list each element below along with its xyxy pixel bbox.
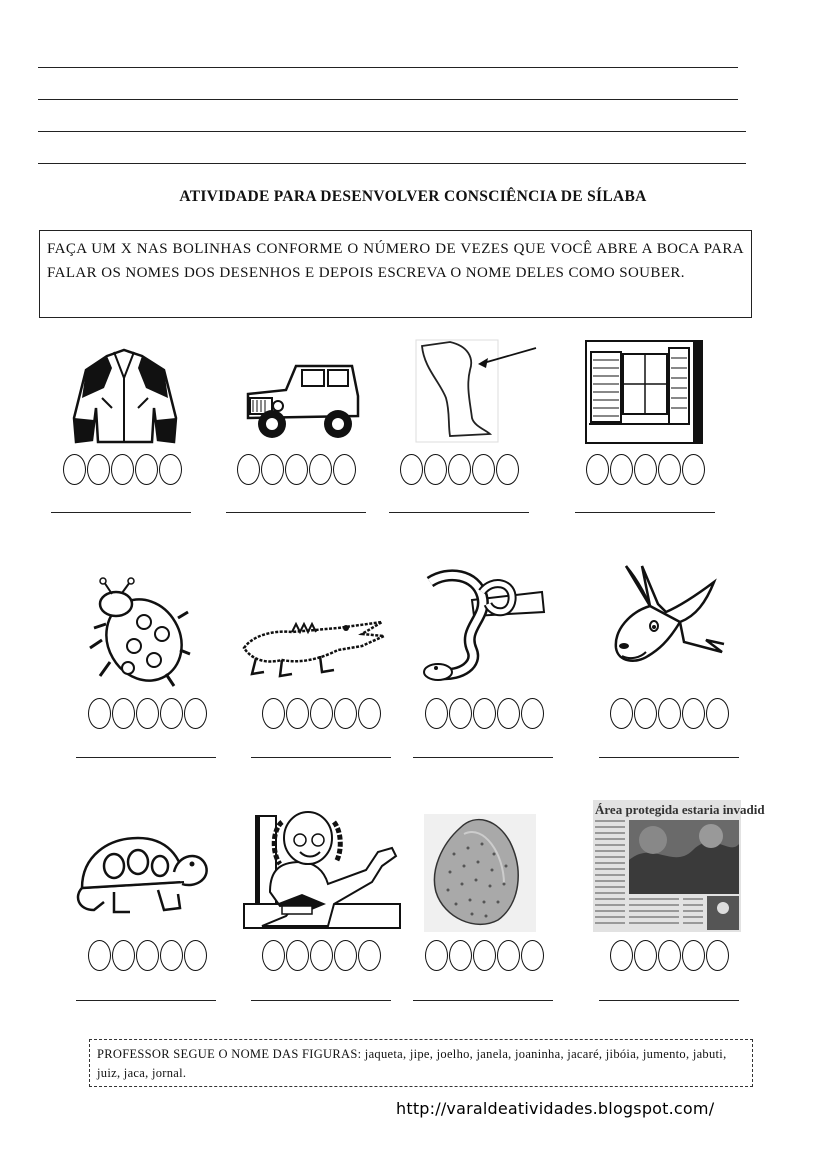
syllable-circle[interactable]: [610, 454, 633, 485]
syllable-circle[interactable]: [136, 940, 159, 971]
syllable-circle[interactable]: [682, 940, 705, 971]
syllable-circle[interactable]: [262, 940, 285, 971]
answer-line[interactable]: [599, 1000, 739, 1001]
syllable-circle[interactable]: [184, 698, 207, 729]
syllable-circle[interactable]: [237, 454, 260, 485]
syllable-circle[interactable]: [472, 454, 495, 485]
syllable-circle[interactable]: [400, 454, 423, 485]
syllable-circle[interactable]: [425, 940, 448, 971]
syllable-circle[interactable]: [658, 454, 681, 485]
answer-line[interactable]: [251, 1000, 391, 1001]
syllable-circle[interactable]: [586, 454, 609, 485]
syllable-circles-janela[interactable]: [586, 454, 706, 485]
syllable-circle[interactable]: [286, 698, 309, 729]
syllable-circle[interactable]: [658, 940, 681, 971]
syllable-circle[interactable]: [424, 454, 447, 485]
syllable-circle[interactable]: [285, 454, 308, 485]
alligator-icon: [242, 608, 388, 680]
syllable-circle[interactable]: [497, 698, 520, 729]
syllable-circle[interactable]: [610, 698, 633, 729]
syllable-circle[interactable]: [521, 698, 544, 729]
syllable-circles-joelho[interactable]: [400, 454, 520, 485]
answer-line[interactable]: [76, 1000, 216, 1001]
syllable-circle[interactable]: [449, 940, 472, 971]
syllable-circles-jacare[interactable]: [262, 698, 382, 729]
syllable-circles-jaqueta[interactable]: [63, 454, 183, 485]
jacket-icon: [72, 348, 178, 444]
syllable-circle[interactable]: [184, 940, 207, 971]
syllable-circle[interactable]: [706, 698, 729, 729]
syllable-circle[interactable]: [286, 940, 309, 971]
answer-line[interactable]: [599, 757, 739, 758]
answer-line[interactable]: [389, 512, 529, 513]
syllable-circles-jipe[interactable]: [237, 454, 357, 485]
syllable-circles-jaca[interactable]: [425, 940, 545, 971]
syllable-circle[interactable]: [261, 454, 284, 485]
donkey-icon: [606, 560, 730, 672]
answer-line[interactable]: [51, 512, 191, 513]
syllable-circle[interactable]: [63, 454, 86, 485]
syllable-circle[interactable]: [358, 698, 381, 729]
syllable-circles-jabuti[interactable]: [88, 940, 208, 971]
writing-line[interactable]: [38, 163, 746, 164]
answer-line[interactable]: [575, 512, 715, 513]
syllable-circle[interactable]: [658, 698, 681, 729]
syllable-circle[interactable]: [160, 940, 183, 971]
syllable-circle[interactable]: [682, 454, 705, 485]
jeep-icon: [242, 360, 364, 442]
syllable-circle[interactable]: [135, 454, 158, 485]
page-title: ATIVIDADE PARA DESENVOLVER CONSCIÊNCIA DE SÍLABA: [179, 188, 647, 205]
syllable-circle[interactable]: [634, 698, 657, 729]
answer-line[interactable]: [226, 512, 366, 513]
writing-line[interactable]: [38, 131, 746, 132]
instructions-box: FAÇA UM X NAS BOLINHAS CONFORME O NÚMERO DE VEZES QUE VOCÊ ABRE A BOCA PARA FALAR OS NOMES DOS DESENHOS E DEPOIS ESCREVA O NOME DELES COMO SOUBER.: [39, 230, 752, 318]
answer-line[interactable]: [413, 757, 553, 758]
syllable-circle[interactable]: [497, 940, 520, 971]
syllable-circle[interactable]: [88, 940, 111, 971]
syllable-circle[interactable]: [159, 454, 182, 485]
window-icon: [583, 338, 705, 446]
syllable-circle[interactable]: [88, 698, 111, 729]
syllable-circle[interactable]: [358, 940, 381, 971]
syllable-circle[interactable]: [706, 940, 729, 971]
answer-line[interactable]: [76, 757, 216, 758]
newspaper-headline: Área protegida estaria invadid: [595, 802, 765, 817]
snake-icon: [422, 568, 546, 686]
syllable-circle[interactable]: [496, 454, 519, 485]
syllable-circle[interactable]: [610, 940, 633, 971]
syllable-circle[interactable]: [473, 698, 496, 729]
syllable-circles-jumento[interactable]: [610, 698, 730, 729]
writing-line[interactable]: [38, 99, 738, 100]
syllable-circle[interactable]: [425, 698, 448, 729]
jackfruit-icon: [424, 814, 536, 932]
syllable-circle[interactable]: [521, 940, 544, 971]
syllable-circle[interactable]: [310, 698, 333, 729]
syllable-circles-juiz[interactable]: [262, 940, 382, 971]
syllable-circle[interactable]: [448, 454, 471, 485]
syllable-circle[interactable]: [473, 940, 496, 971]
syllable-circle[interactable]: [111, 454, 134, 485]
knee-icon: [410, 338, 542, 444]
syllable-circle[interactable]: [87, 454, 110, 485]
syllable-circle[interactable]: [333, 454, 356, 485]
answer-line[interactable]: [251, 757, 391, 758]
syllable-circle[interactable]: [310, 940, 333, 971]
syllable-circle[interactable]: [449, 698, 472, 729]
syllable-circle[interactable]: [112, 698, 135, 729]
answer-line[interactable]: [413, 1000, 553, 1001]
syllable-circles-jornal[interactable]: [610, 940, 730, 971]
footer-url[interactable]: http://varaldeatividades.blogspot.com/: [396, 1099, 715, 1118]
syllable-circle[interactable]: [334, 698, 357, 729]
syllable-circle[interactable]: [682, 698, 705, 729]
syllable-circle[interactable]: [160, 698, 183, 729]
syllable-circle[interactable]: [334, 940, 357, 971]
syllable-circles-joaninha[interactable]: [88, 698, 208, 729]
judge-icon: [242, 808, 402, 930]
writing-line[interactable]: [38, 67, 738, 68]
syllable-circle[interactable]: [112, 940, 135, 971]
syllable-circle[interactable]: [262, 698, 285, 729]
syllable-circle[interactable]: [634, 454, 657, 485]
syllable-circle[interactable]: [634, 940, 657, 971]
syllable-circles-jiboia[interactable]: [425, 698, 545, 729]
syllable-circle[interactable]: [136, 698, 159, 729]
tortoise-icon: [74, 832, 210, 918]
ladybug-icon: [86, 578, 192, 690]
syllable-circle[interactable]: [309, 454, 332, 485]
teacher-note: PROFESSOR SEGUE O NOME DAS FIGURAS: jaqueta, jipe, joelho, janela, joaninha, jacaré, jibóia, jumento, jabuti, juiz, jaca, jornal.: [89, 1039, 753, 1087]
newspaper-icon: [593, 800, 765, 932]
